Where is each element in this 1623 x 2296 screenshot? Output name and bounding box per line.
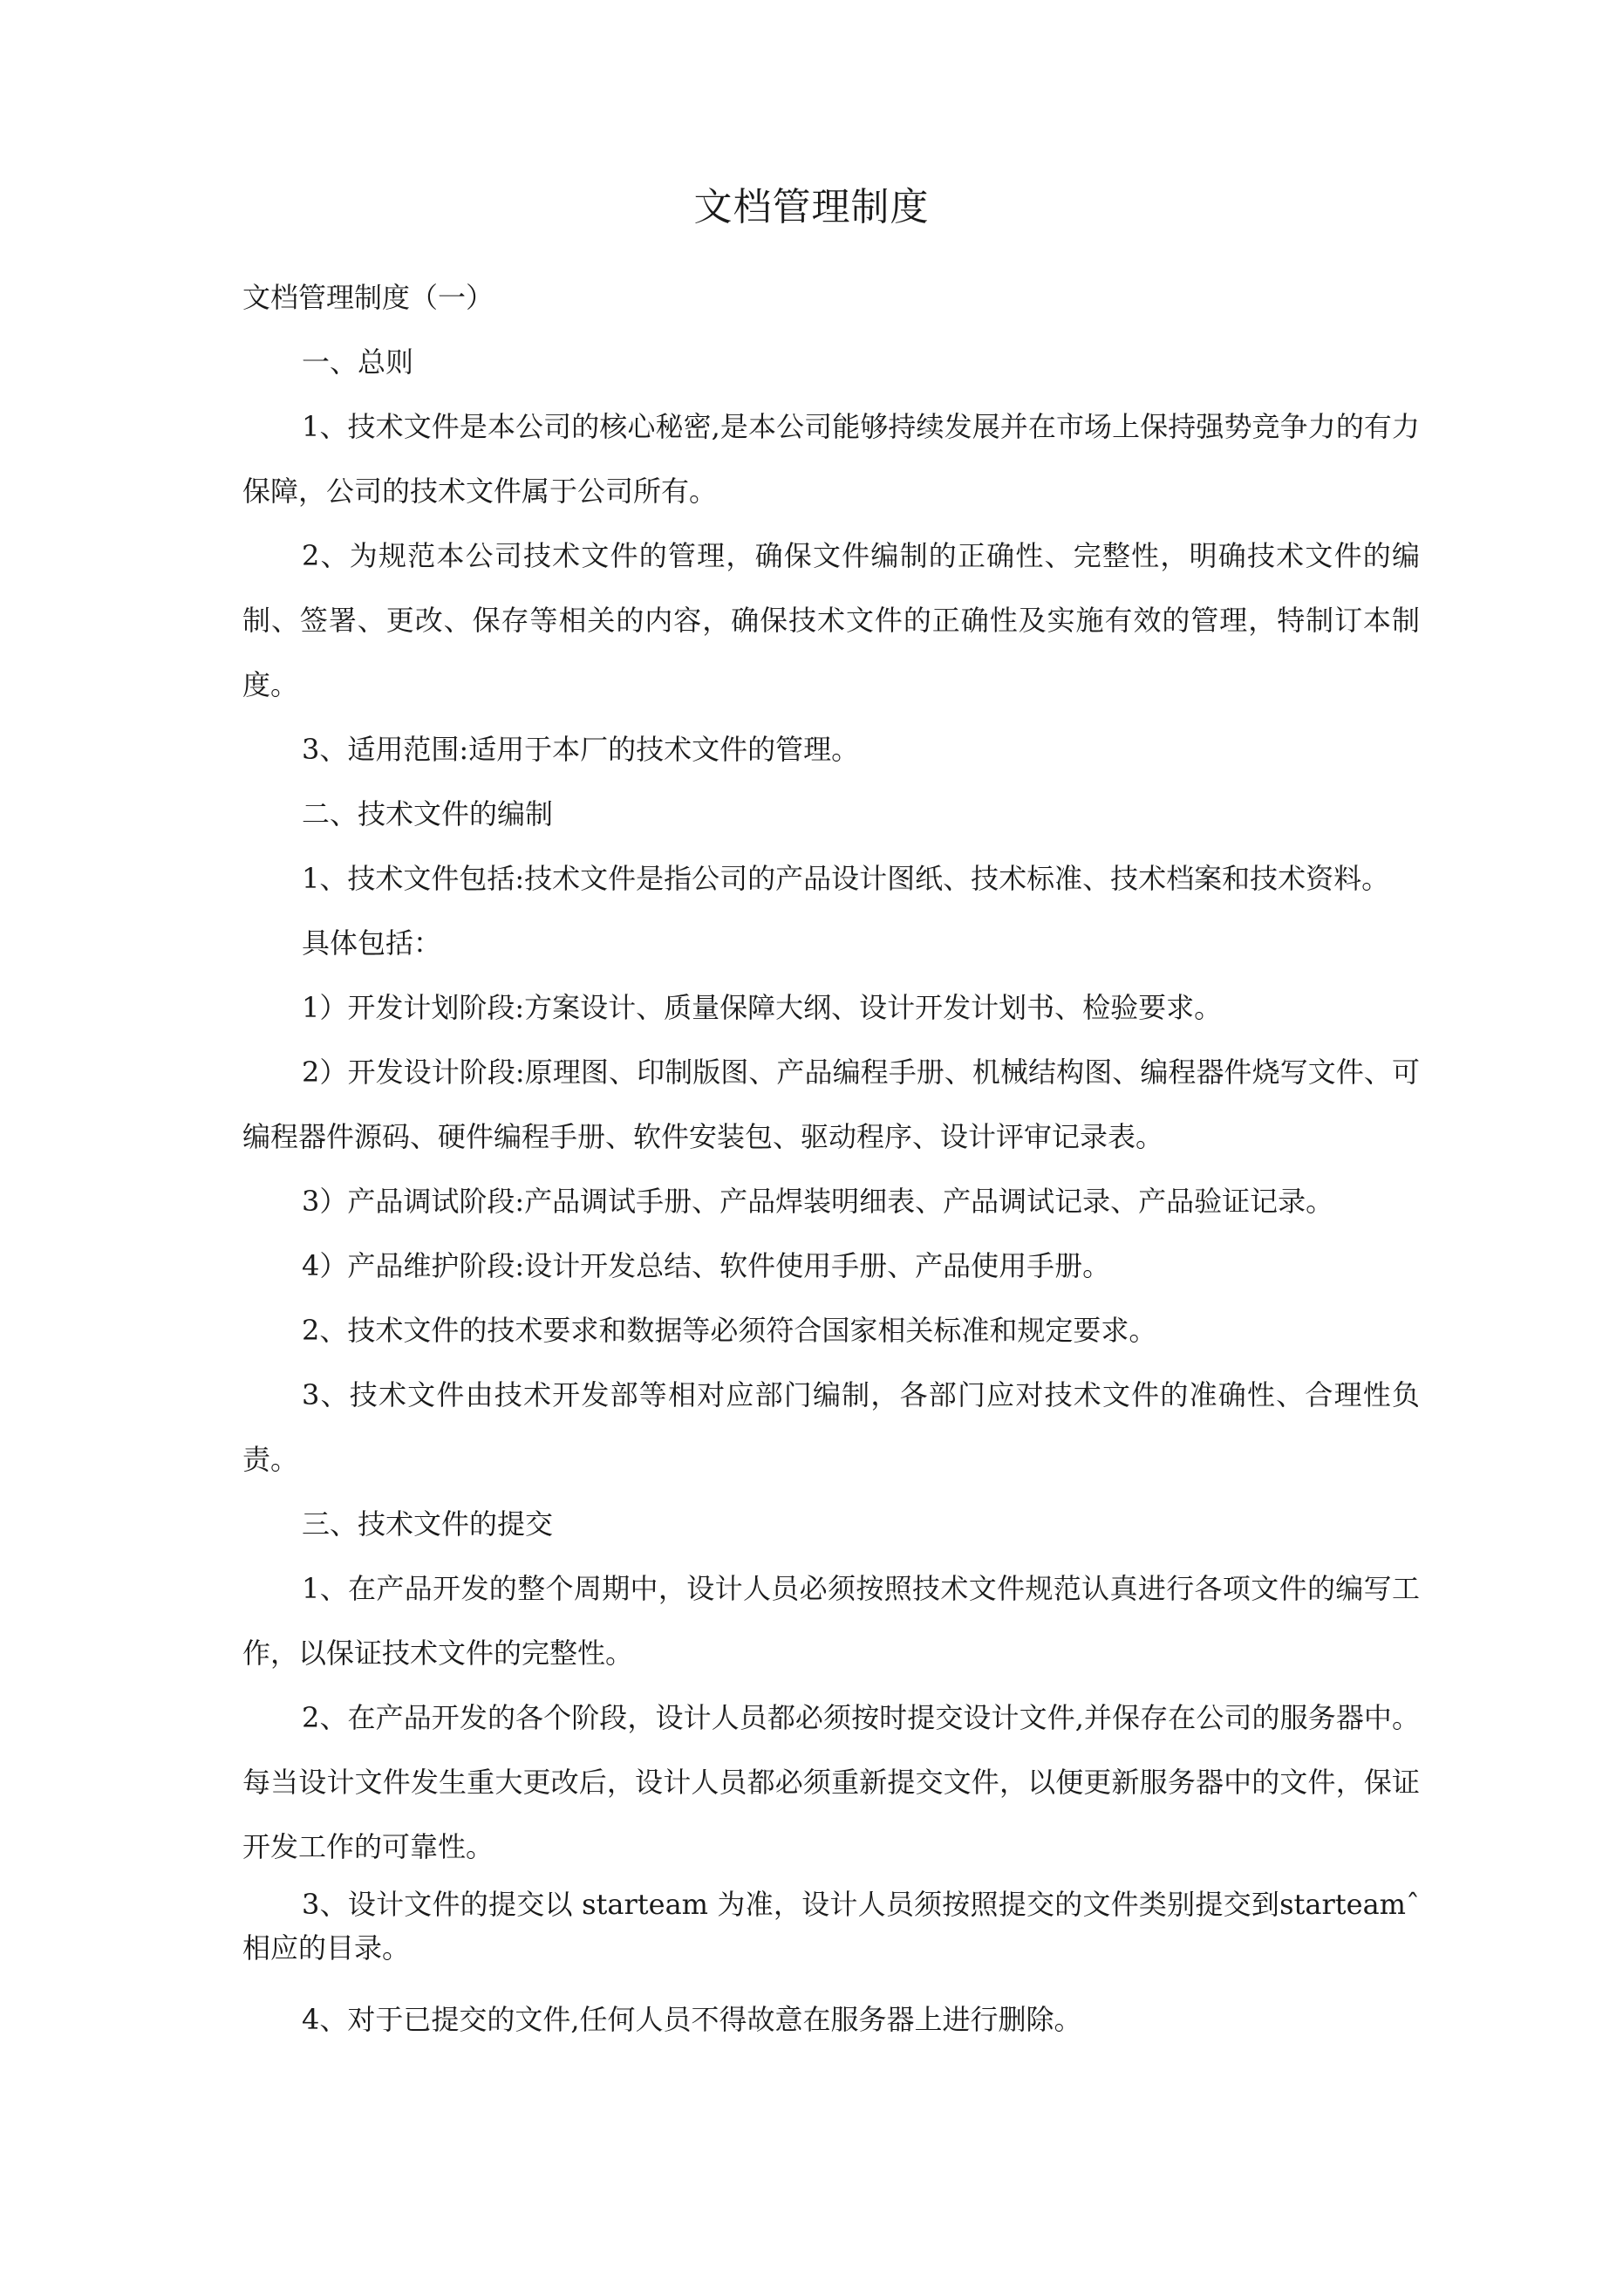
list-item: 2）开发设计阶段:原理图、印制版图、产品编程手册、机械结构图、编程器件烧写文件、可编程器件源码、硬件编程手册、软件安装包、驱动程序、设计评审记录表。 (242, 1056, 1420, 1153)
list-item: 1）开发计划阶段:方案设计、质量保障大纲、设计开发计划书、检验要求。 (302, 991, 1223, 1024)
paragraph: 3、设计文件的提交以 starteam 为准，设计人员须按照提交的文件类别提交到starteamˆ相应的目录。 (242, 1888, 1420, 1965)
section-heading: 一、总则 (302, 345, 414, 379)
paragraph: 3、适用范围:适用于本厂的技术文件的管理。 (302, 733, 860, 766)
paragraph: 2、在产品开发的各个阶段，设计人员都必须按时提交设计文件,并保存在公司的服务器中。每当设计文件发生重大更改后，设计人员都必须重新提交文件，以便更新服务器中的文件，保证开发工作的可靠性。 (242, 1701, 1420, 1863)
paragraph: 3、技术文件由技术开发部等相对应部门编制，各部门应对技术文件的准确性、合理性负责。 (242, 1378, 1420, 1476)
paragraph: 1、在产品开发的整个周期中，设计人员必须按照技术文件规范认真进行各项文件的编写工作，以保证技术文件的完整性。 (242, 1572, 1420, 1670)
paragraph: 1、技术文件是本公司的核心秘密,是本公司能够持续发展并在市场上保持强势竞争力的有力保障，公司的技术文件属于公司所有。 (242, 410, 1420, 508)
section-heading: 二、技术文件的编制 (302, 797, 554, 830)
paragraph: 具体包括： (302, 926, 442, 960)
list-item: 3）产品调试阶段:产品调试手册、产品焊装明细表、产品调试记录、产品验证记录。 (302, 1185, 1334, 1218)
paragraph: 2、为规范本公司技术文件的管理，确保文件编制的正确性、完整性，明确技术文件的编制、签署、更改、保存等相关的内容，确保技术文件的正确性及实施有效的管理，特制订本制度。 (242, 539, 1420, 701)
paragraph: 1、技术文件包括:技术文件是指公司的产品设计图纸、技术标准、技术档案和技术资料。 (302, 862, 1390, 895)
paragraph: 2、技术文件的技术要求和数据等必须符合国家相关标准和规定要求。 (302, 1314, 1157, 1347)
section-heading: 三、技术文件的提交 (302, 1507, 554, 1541)
document-title: 文档管理制度 (693, 185, 930, 229)
document-subtitle: 文档管理制度（一） (242, 281, 494, 314)
document-body (242, 265, 1420, 2052)
list-item: 4）产品维护阶段:设计开发总结、软件使用手册、产品使用手册。 (302, 1249, 1111, 1282)
paragraph: 4、对于已提交的文件,任何人员不得故意在服务器上进行删除。 (302, 2003, 1082, 2036)
